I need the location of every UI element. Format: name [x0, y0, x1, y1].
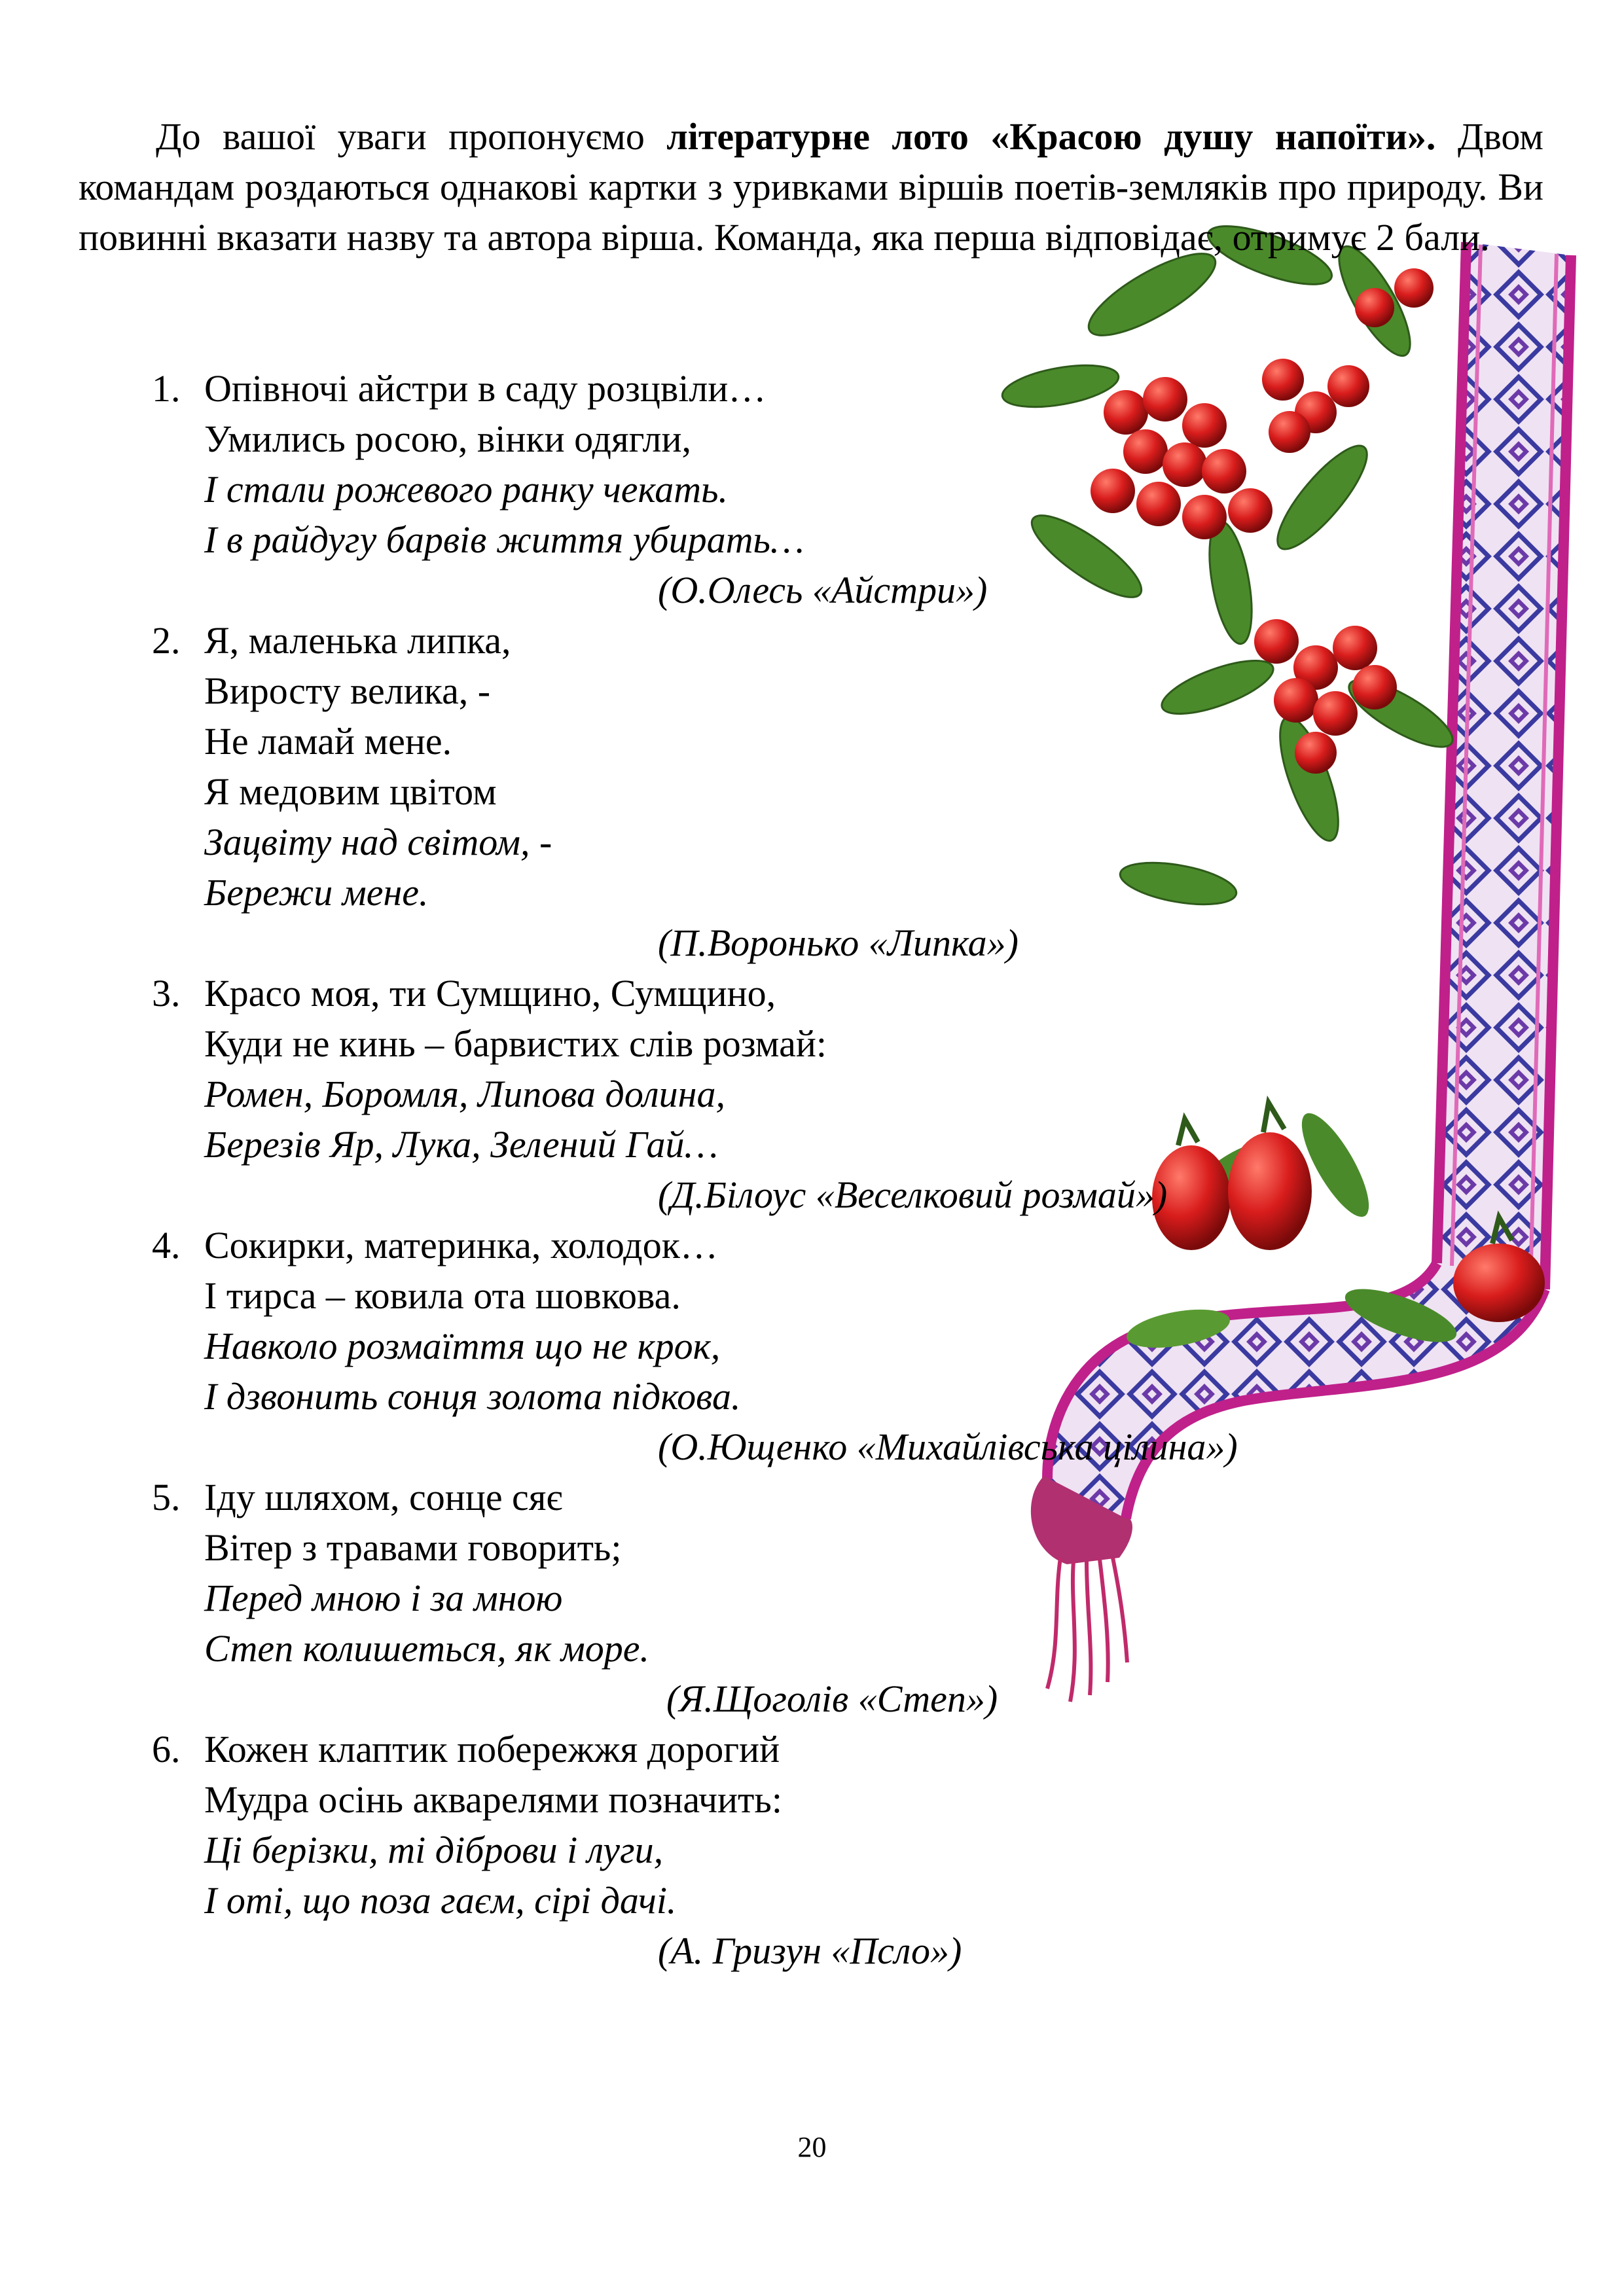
poem-number: 6.	[152, 1728, 181, 1770]
poem-3-attribution: (Д.Білоус «Веселковий розмай»)	[658, 1174, 1168, 1216]
poem-number: 4.	[152, 1224, 181, 1266]
poem-number: 3.	[152, 972, 181, 1014]
intro-bold-title: літературне лото «Красою душу напоїти».	[666, 115, 1436, 158]
poem-line-italic: Ромен, Боромля, Липова долина,	[204, 1073, 725, 1115]
poem-line-italic: Степ колишеться, як море.	[204, 1627, 649, 1670]
poem-line: Опівночі айстри в саду розцвіли…	[204, 367, 767, 410]
poem-line: Не ламай мене.	[204, 720, 452, 762]
page-number: 20	[797, 2131, 827, 2163]
poem-line: Сокирки, материнка, холодок…	[204, 1224, 718, 1266]
poem-line: І тирса – ковила ота шовкова.	[204, 1274, 681, 1317]
poem-line-italic: І дзвонить сонця золота підкова.	[204, 1375, 741, 1418]
poem-line: Вітер з травами говорить;	[204, 1526, 622, 1569]
poem-line: Куди не кинь – барвистих слів розмай:	[204, 1022, 827, 1065]
poem-line-italic: Перед мною і за мною	[204, 1577, 563, 1619]
poem-line: Кожен клаптик побережжя дорогий	[204, 1728, 780, 1770]
ribbon-berries-illustration	[812, 216, 1624, 1721]
rowan-leaves	[1000, 216, 1461, 912]
intro-text-2: Двом командам роздаються однакові картки з уривками віршів поетів-земляків про природу. Ви повинні вказати назву та автора вірша. Команда, яка перша відповідає, отримує 2 бали.	[79, 115, 1543, 259]
poem-line-italic: Зацвіту над світом, -	[204, 821, 552, 863]
poem-6-attribution: (А. Гризун «Псло»)	[658, 1929, 962, 1972]
poem-line-italic: Бережи мене.	[204, 871, 429, 914]
poem-line: Красо моя, ти Сумщино, Сумщино,	[204, 972, 776, 1014]
poem-line: Я, маленька липка,	[204, 619, 511, 662]
poem-line-italic: І стали рожевого ранку чекать.	[204, 468, 728, 511]
ribbon-vertical	[1437, 242, 1571, 1289]
poem-line: Виросту велика, -	[204, 670, 491, 712]
poem-line-italic: Навколо розмаїття що не крок,	[204, 1325, 721, 1367]
poem-line-italic: І в райдугу барвів життя убирать…	[204, 518, 804, 561]
poem-line-italic: Березів Яр, Лука, Зелений Гай…	[204, 1123, 719, 1166]
poem-line: Умились росою, вінки одягли,	[204, 418, 692, 460]
ribbon-tassels	[1047, 1558, 1127, 1702]
poem-number: 2.	[152, 619, 181, 662]
poem-line: Мудра осінь акварелями позначить:	[204, 1778, 782, 1821]
intro-text-1: До вашої уваги пропонуємо	[156, 115, 667, 158]
poem-line: Я медовим цвітом	[204, 770, 497, 813]
poem-number: 5.	[152, 1476, 181, 1518]
poem-4-attribution: (О.Ющенко «Михайлівська цілина»)	[658, 1426, 1238, 1468]
poem-number: 1.	[152, 367, 181, 410]
poem-line-italic: І оті, що поза гаєм, сірі дачі.	[204, 1879, 677, 1922]
poem-1-attribution: (О.Олесь «Айстри»)	[658, 569, 988, 611]
intro-paragraph	[79, 111, 1543, 262]
poem-5-attribution: (Я.Щоголів «Степ»)	[666, 1677, 998, 1720]
poem-line: Іду шляхом, сонце сяє	[204, 1476, 563, 1518]
poem-2-attribution: (П.Воронько «Липка»)	[658, 922, 1019, 964]
poem-line-italic: Ці берізки, ті діброви і луги,	[204, 1829, 664, 1871]
